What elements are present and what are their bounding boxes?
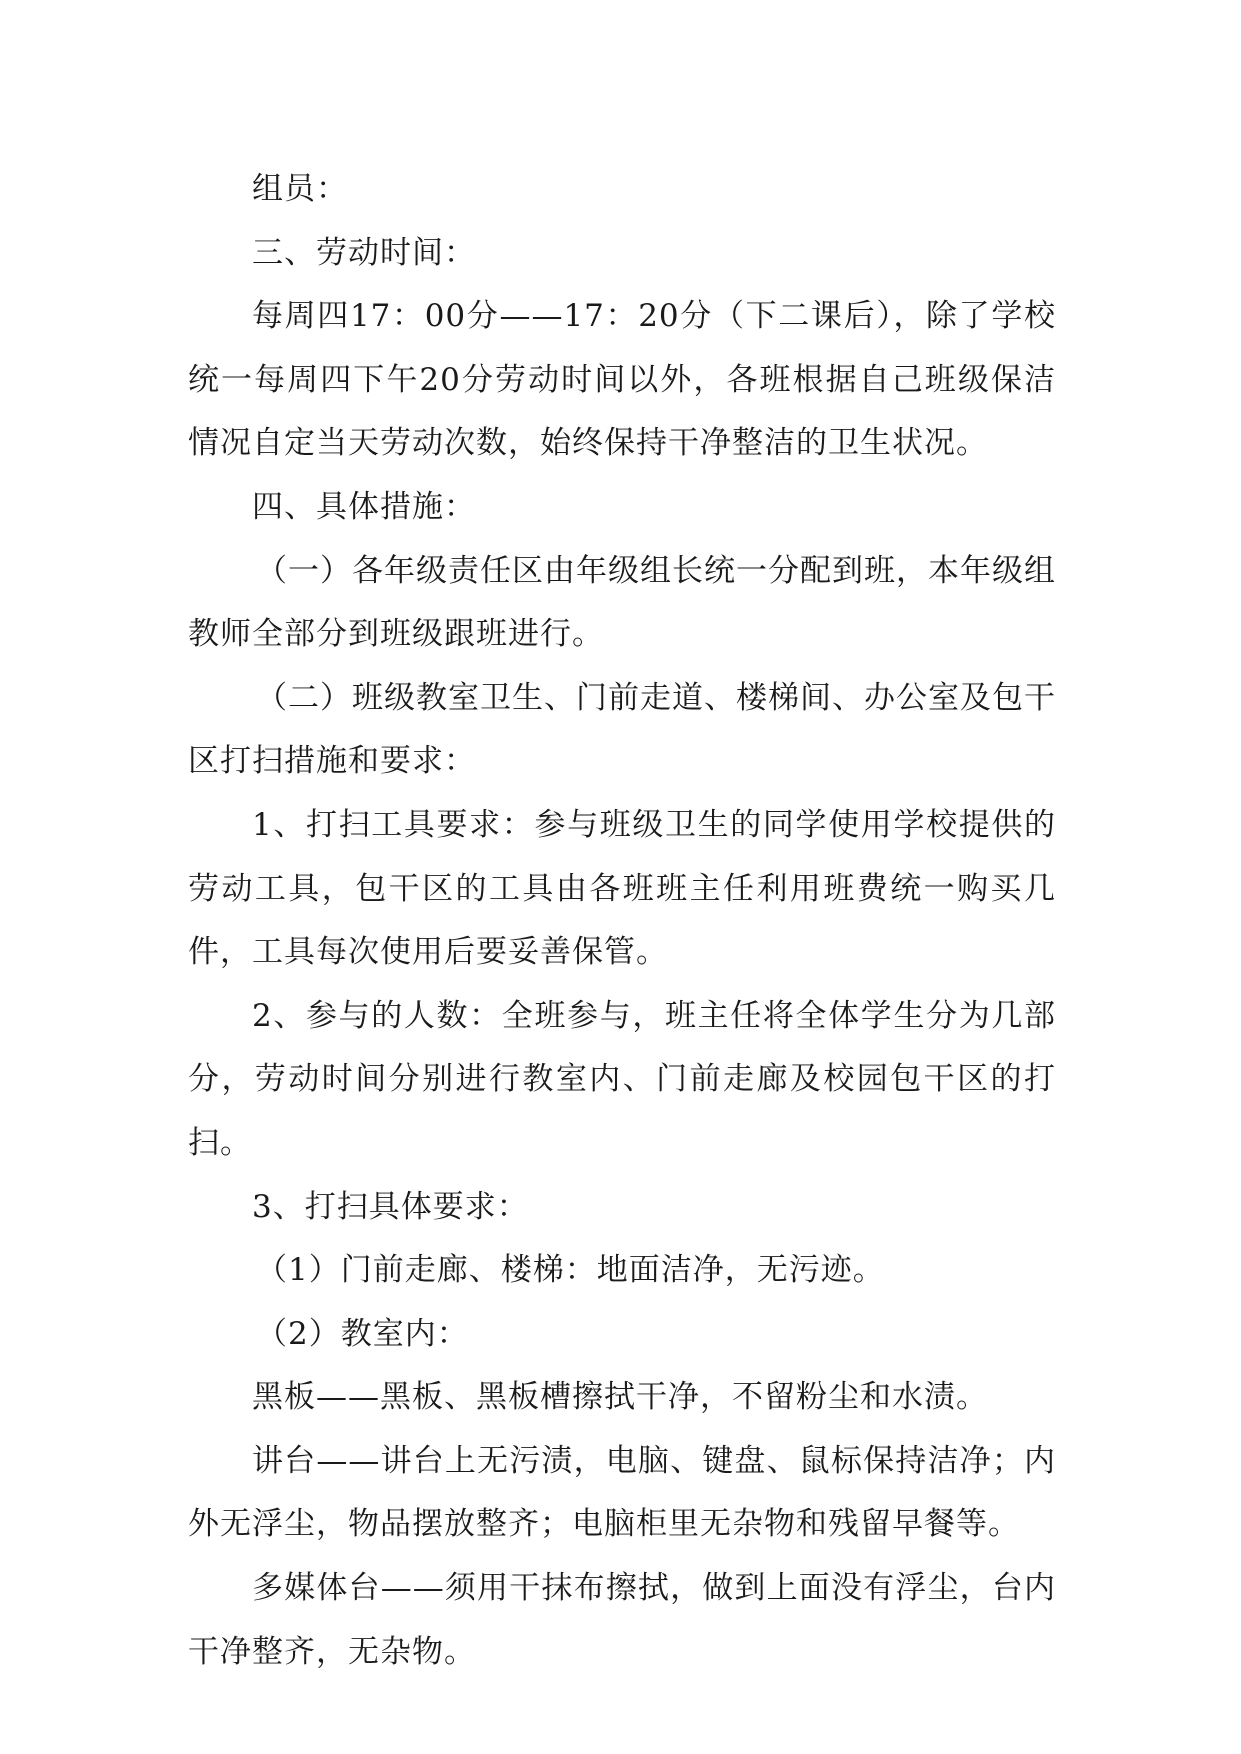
paragraph-blackboard: 黑板——黑板、黑板槽擦拭干净，不留粉尘和水渍。	[252, 1379, 988, 1416]
paragraph-participants: 2、参与的人数：全班参与，班主任将全体学生分为几部分，劳动时间分别进行教室内、门前走廊及校园包干区的打扫。	[188, 997, 1056, 1161]
paragraph-corridor: （1）门前走廊、楼梯：地面洁净，无污迹。	[256, 1252, 885, 1289]
paragraph-podium: 讲台——讲台上无污渍，电脑、键盘、鼠标保持洁净；内外无浮尘，物品摆放整齐；电脑柜里无杂物和残留早餐等。	[188, 1442, 1056, 1543]
paragraph-measure-1: （一）各年级责任区由年级组长统一分配到班，本年级组教师全部分到班级跟班进行。	[188, 552, 1056, 653]
paragraph-multimedia: 多媒体台——须用干抹布擦拭，做到上面没有浮尘，台内干净整齐，无杂物。	[188, 1570, 1056, 1670]
document-body	[188, 158, 1056, 1684]
paragraph-team-members: 组员：	[252, 171, 348, 207]
heading-labor-time: 三、劳动时间：	[252, 234, 476, 271]
paragraph-tools: 1、打扫工具要求：参与班级卫生的同学使用学校提供的劳动工具，包干区的工具由各班班主任利用班费统一购买几件，工具每次使用后要妥善保管。	[188, 806, 1056, 971]
heading-classroom: （2）教室内：	[256, 1315, 469, 1352]
paragraph-measure-2: （二）班级教室卫生、门前走道、楼梯间、办公室及包干区打扫措施和要求：	[188, 679, 1056, 780]
heading-cleaning-requirements: 3、打扫具体要求：	[252, 1188, 529, 1225]
heading-specific-measures: 四、具体措施：	[252, 488, 476, 525]
paragraph-labor-time: 每周四17：00分——17：20分（下二课后），除了学校统一每周四下午20分劳动时间以外，各班根据自己班级保洁情况自定当天劳动次数，始终保持干净整洁的卫生状况。	[188, 298, 1056, 462]
